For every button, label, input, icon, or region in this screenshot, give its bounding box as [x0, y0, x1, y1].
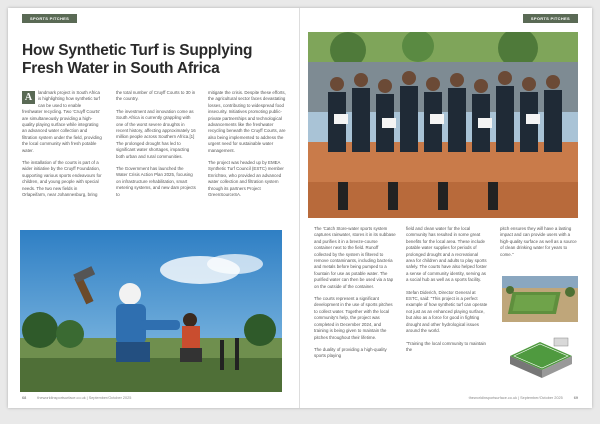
paragraph: mitigate the crisis. Despite these efforts, the agricultural sector faces devastating losses, contributing to widespread food insecurity. Initiatives promoting public-private partnerships and technological advancements like the freshwater recycling beneath the Cruyff Courts, are also being implemented to address the urgent need for sustainable water management.	[208, 90, 286, 153]
article-column-2	[116, 90, 196, 204]
paragraph: The investment and innovation come as South Africa is currently grappling with one of the worst severe droughts in recent history, affecting approximately 16 million people across Southern Africa.[1] The prolonged drought has led to significant water shortages, impacting both urban and rural communities.	[116, 108, 196, 159]
paragraph: The duality of providing a high-quality sports playing	[314, 346, 387, 359]
magazine-spread	[8, 8, 592, 408]
page-footer	[469, 396, 578, 400]
paragraph: The project was headed up by EMEA Synthetic Turf Council (ESTC) member Enrichtex, who provided an advanced water collection and filtration system through its partners Project GreenSourceSA.	[208, 160, 284, 198]
paragraph: pitch ensures they will have a lasting impact and can provide users with a high-quality surface as well as a source of clean drinking water for years to come."	[500, 226, 577, 257]
paragraph: field and clean water for the local community has resulted in some great benefits for the local area. These include potable water supplies for periods of prolonged drought and a recreational area for children and adults to play sports safely. The courts have also helped foster a sense of community identity, serving as a social hub as well as a sports facility.	[406, 226, 487, 283]
section-tag: SPORTS PITCHES	[22, 14, 77, 23]
paragraph: Stefan Diderich, Director General at ESTC, said: "This project is a perfect example of how synthetic turf can operate not just as an enhanced playing surface, but also as a force for good in fighting drought and other hydrological issues around the world.	[406, 289, 488, 334]
article-column-1	[22, 90, 102, 205]
article-column-3	[500, 226, 580, 264]
paragraph: landmark project in South Africa is highlighting how synthetic turf can be used to enable freshwater recycling. Two 'Cruyff Courts' are simultaneously providing a high-quality playing surface while integrating an advanced water collection and filtration system under the field, providing the local community with fresh potable water.	[22, 90, 102, 153]
group-photo-certificates	[308, 32, 578, 218]
section-tag: SPORTS PITCHES	[523, 14, 578, 23]
page-number: 68	[22, 396, 27, 400]
paragraph: the total number of Cruyff Courts to 30 in the country.	[116, 90, 196, 102]
paragraph: The 'Catch Store-water sports system captures rainwater, stores it in its subbase and purifies it in a breeze-course container next to the field. Runoff collected by the system is filtered to remove contaminants, including bacteria and metals before being pumped to a fountain for use as potable water. The purified water can then be used via a tap on the outside of the container.	[314, 226, 396, 289]
right-page	[300, 8, 592, 408]
headline: How Synthetic Turf is Supplying Fresh Water in South Africa	[22, 42, 253, 77]
workers-installing-turf-photo	[20, 230, 282, 392]
article-column-1	[314, 226, 396, 366]
system-diagram-illustration	[502, 326, 578, 384]
footer-text: theworldinsportsurface.co.uk | September/October 2025	[468, 396, 563, 400]
page-footer	[22, 396, 131, 400]
paragraph: "Training the local community to maintain the	[406, 340, 486, 352]
footer-text: theworldinsportsurface.co.uk | September/October 2025	[37, 396, 132, 400]
paragraph: The installation of the courts is part of a wider initiative by the Cruyff Foundation, supporting various sports endeavours for children, and young people with special needs. The two new fields in Orlapeifarm, near Johannesburg, bring	[22, 160, 102, 198]
left-page	[8, 8, 300, 408]
paragraph: The Government has launched the Water Crisis Action Plan 2025, focusing on infrastructure rehabilitation, smart metering systems, and new dam projects to	[116, 166, 196, 197]
dropcap: A	[22, 91, 35, 104]
aerial-field-photo	[502, 276, 578, 322]
article-column-2	[406, 226, 488, 359]
article-column-3	[208, 90, 288, 205]
page-number: 69	[573, 396, 578, 400]
paragraph: The courts represent a significant development in the use of sports pitches to collect water. Together with the local community's help, the project was completed in December 2024, and training is being given to maintain the pitches throughout their lifetime.	[314, 296, 393, 340]
